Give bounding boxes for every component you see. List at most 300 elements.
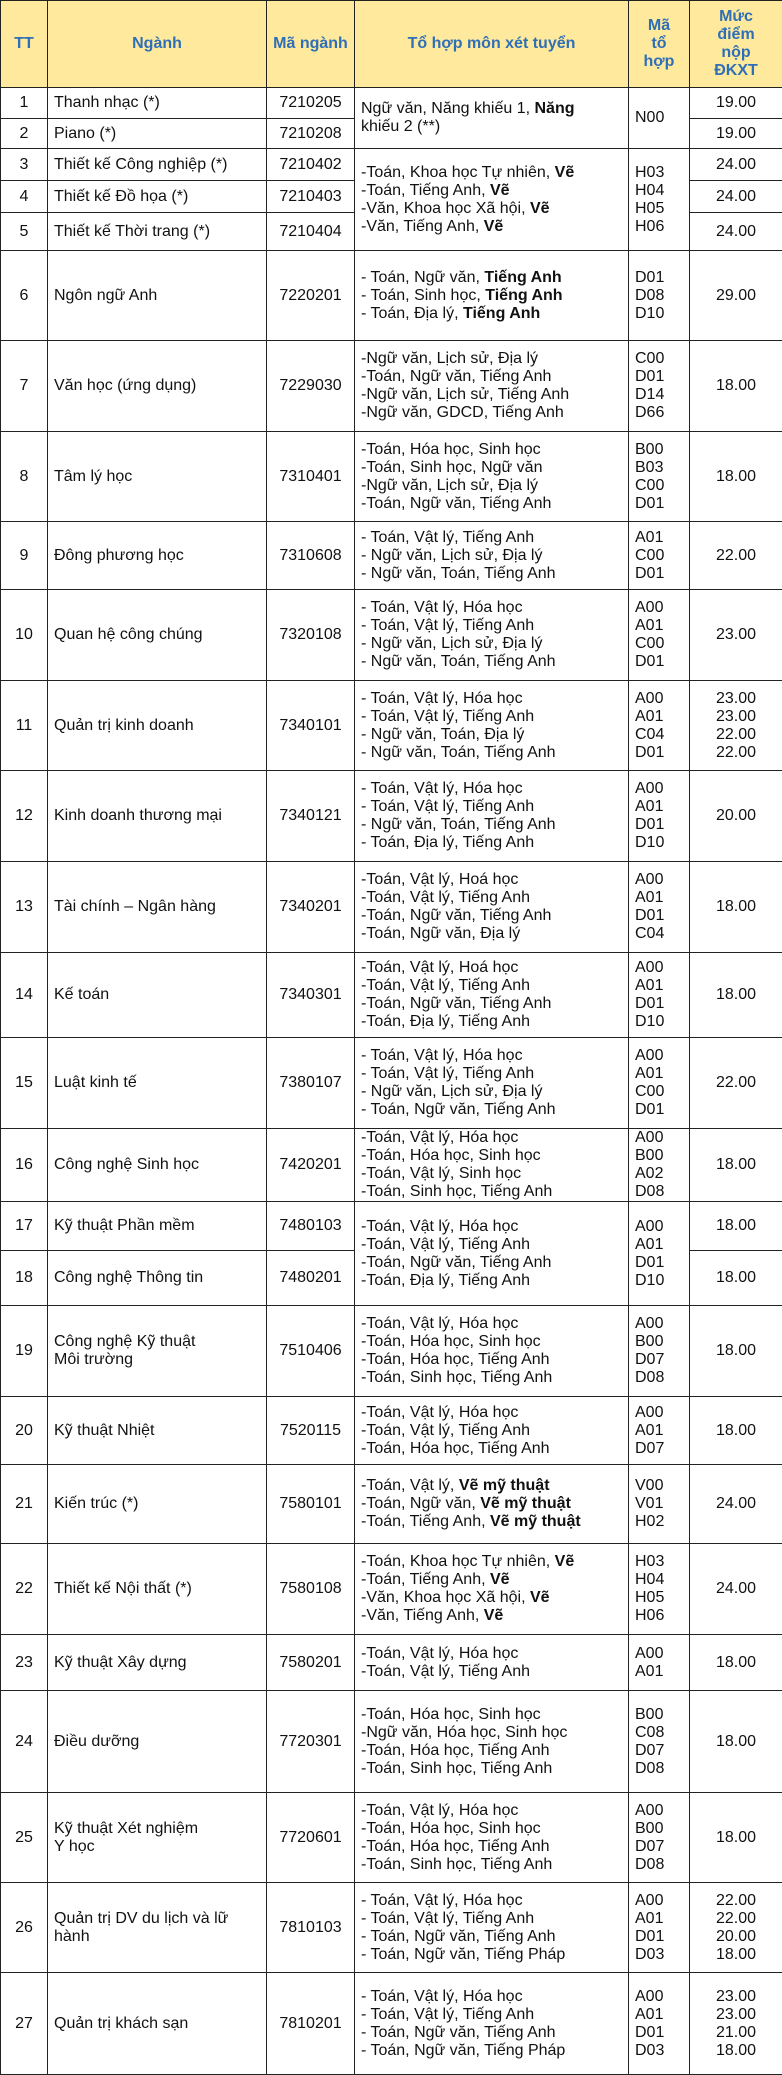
subject-combination: - Toán, Vật lý, Hóa học bbox=[361, 1047, 622, 1065]
combination-code: D01 bbox=[635, 2024, 683, 2042]
min-score-value: 23.00 bbox=[696, 1988, 776, 2006]
min-score: 19.00 bbox=[690, 119, 782, 149]
major-code: 7380107 bbox=[267, 1038, 355, 1129]
combination-code: D01 bbox=[635, 1928, 683, 1946]
combination-code: A01 bbox=[635, 977, 683, 995]
major-name: Thiết kế Nội thất (*) bbox=[48, 1544, 267, 1635]
major-name: Công nghệ Sinh học bbox=[48, 1129, 267, 1202]
subject-combination: - Toán, Ngữ văn, Tiếng Anh bbox=[361, 1101, 622, 1119]
combination-code: B00 bbox=[635, 441, 683, 459]
subject-combination: - Toán, Ngữ văn, Tiếng Pháp bbox=[361, 2042, 622, 2060]
subject-combination-part: -Văn, Khoa học Xã hội, bbox=[361, 200, 530, 217]
combination-code: D01 bbox=[635, 907, 683, 925]
row-number: 25 bbox=[1, 1793, 48, 1883]
header-to-hop: Tổ hợp môn xét tuyển bbox=[355, 1, 629, 88]
min-score: 23.00 bbox=[690, 590, 782, 681]
subject-combination: -Toán, Sinh học, Tiếng Anh bbox=[361, 1369, 622, 1387]
table-row bbox=[1, 522, 782, 590]
min-score: 18.00 bbox=[690, 1793, 782, 1883]
subject-combination bbox=[361, 100, 622, 118]
min-score-value: 18.00 bbox=[696, 2042, 776, 2060]
subject-combination: - Toán, Vật lý, Tiếng Anh bbox=[361, 2006, 622, 2024]
subject-combination-part: -Toán, Ngữ văn, bbox=[361, 1495, 480, 1512]
subject-combinations bbox=[355, 771, 629, 862]
subject-combination: - Ngữ văn, Lịch sử, Địa lý bbox=[361, 1083, 622, 1101]
subject-combination-part: Tiếng Anh bbox=[485, 287, 562, 304]
subject-combination bbox=[361, 287, 622, 305]
combination-code: A00 bbox=[635, 1645, 683, 1663]
major-name: Văn học (ứng dụng) bbox=[48, 341, 267, 432]
major-code: 7310401 bbox=[267, 432, 355, 522]
subject-combination: -Toán, Ngữ văn, Tiếng Anh bbox=[361, 1254, 622, 1272]
major-code: 7580201 bbox=[267, 1635, 355, 1691]
subject-combination-part: Vẽ bbox=[530, 1589, 550, 1606]
combination-code: A01 bbox=[635, 617, 683, 635]
combination-code: A01 bbox=[635, 529, 683, 547]
major-code: 7220201 bbox=[267, 251, 355, 341]
min-score: 24.00 bbox=[690, 181, 782, 213]
major-code: 7210404 bbox=[267, 213, 355, 251]
table-row bbox=[1, 1544, 782, 1635]
subject-combination: - Toán, Ngữ văn, Tiếng Anh bbox=[361, 1928, 622, 1946]
subject-combinations bbox=[355, 1465, 629, 1544]
header-ma-nganh: Mã ngành bbox=[267, 1, 355, 88]
major-name: Thiết kế Đồ họa (*) bbox=[48, 181, 267, 213]
combination-codes bbox=[629, 862, 690, 953]
min-score: 24.00 bbox=[690, 1465, 782, 1544]
subject-combination-part: - Toán, Ngữ văn, bbox=[361, 269, 484, 286]
major-code: 7580108 bbox=[267, 1544, 355, 1635]
subject-combination-part: -Toán, Vật lý, bbox=[361, 1477, 459, 1494]
subject-combination: - Ngữ văn, Toán, Tiếng Anh bbox=[361, 653, 622, 671]
min-score: 18.00 bbox=[690, 341, 782, 432]
combination-code: D10 bbox=[635, 305, 683, 323]
combination-code: H06 bbox=[635, 1607, 683, 1625]
table-row bbox=[1, 1883, 782, 1973]
min-score: 18.00 bbox=[690, 1397, 782, 1465]
table-body bbox=[1, 88, 782, 2075]
subject-combination-part: khiếu 2 bbox=[361, 118, 413, 135]
combination-code: A00 bbox=[635, 1988, 683, 2006]
combination-code: D07 bbox=[635, 1838, 683, 1856]
combination-codes bbox=[629, 1635, 690, 1691]
subject-combinations bbox=[355, 522, 629, 590]
subject-combination: - Toán, Ngữ văn, Tiếng Anh bbox=[361, 2024, 622, 2042]
min-score-value: 23.00 bbox=[696, 708, 776, 726]
combination-code: H05 bbox=[635, 200, 683, 218]
major-code: 7310608 bbox=[267, 522, 355, 590]
subject-combinations bbox=[355, 1397, 629, 1465]
major-code: 7340121 bbox=[267, 771, 355, 862]
min-score-value: 18.00 bbox=[696, 1946, 776, 1964]
subject-combination: -Toán, Ngữ văn, Địa lý bbox=[361, 925, 622, 943]
subject-combination-part: - Toán, Địa lý, bbox=[361, 305, 463, 322]
subject-combination: -Toán, Vật lý, Tiếng Anh bbox=[361, 1422, 622, 1440]
combination-code: D01 bbox=[635, 1101, 683, 1119]
combination-code: D08 bbox=[635, 287, 683, 305]
min-score: 22.00 bbox=[690, 522, 782, 590]
subject-combination: - Ngữ văn, Toán, Tiếng Anh bbox=[361, 744, 622, 762]
subject-combination bbox=[361, 1607, 622, 1625]
combination-code: D08 bbox=[635, 1760, 683, 1778]
major-name: Kiến trúc (*) bbox=[48, 1465, 267, 1544]
subject-combination-part: -Văn, Khoa học Xã hội, bbox=[361, 1589, 530, 1606]
combination-code: D03 bbox=[635, 2042, 683, 2060]
subject-combinations bbox=[355, 1691, 629, 1793]
subject-combination-part: Năng bbox=[534, 100, 574, 117]
major-code: 7720301 bbox=[267, 1691, 355, 1793]
row-number: 13 bbox=[1, 862, 48, 953]
row-number: 17 bbox=[1, 1202, 48, 1251]
table-row bbox=[1, 1635, 782, 1691]
header-muc-diem-line: điểm bbox=[696, 26, 776, 44]
combination-code: H03 bbox=[635, 164, 683, 182]
subject-combination: -Ngữ văn, GDCD, Tiếng Anh bbox=[361, 404, 622, 422]
major-code: 7340201 bbox=[267, 862, 355, 953]
major-name bbox=[48, 1883, 267, 1973]
combination-codes bbox=[629, 1793, 690, 1883]
table-row bbox=[1, 88, 782, 119]
combination-code: C00 bbox=[635, 547, 683, 565]
table-row bbox=[1, 1973, 782, 2075]
combination-code: A01 bbox=[635, 798, 683, 816]
subject-combination-part: -Văn, Tiếng Anh, bbox=[361, 218, 484, 235]
subject-combination: - Toán, Vật lý, Hóa học bbox=[361, 1892, 622, 1910]
subject-combination: -Toán, Vật lý, Tiếng Anh bbox=[361, 1236, 622, 1254]
major-name: Kinh doanh thương mại bbox=[48, 771, 267, 862]
combination-code: C08 bbox=[635, 1724, 683, 1742]
combination-code: D66 bbox=[635, 404, 683, 422]
major-code: 7210403 bbox=[267, 181, 355, 213]
combination-code: C04 bbox=[635, 726, 683, 744]
table-row bbox=[1, 341, 782, 432]
subject-combination bbox=[361, 118, 622, 136]
table-row bbox=[1, 681, 782, 771]
row-number: 15 bbox=[1, 1038, 48, 1129]
combination-codes bbox=[629, 149, 690, 251]
subject-combinations bbox=[355, 590, 629, 681]
subject-combination-part: Tiếng Anh bbox=[484, 269, 561, 286]
subject-combination: -Toán, Hóa học, Tiếng Anh bbox=[361, 1440, 622, 1458]
subject-combinations bbox=[355, 1973, 629, 2075]
subject-combination: -Toán, Vật lý, Hoá học bbox=[361, 959, 622, 977]
major-name-text: Công nghệ Kỹ thuật Môi trường bbox=[54, 1333, 195, 1368]
combination-code: A01 bbox=[635, 708, 683, 726]
major-name: Ngôn ngữ Anh bbox=[48, 251, 267, 341]
combination-code: B00 bbox=[635, 1147, 683, 1165]
combination-codes bbox=[629, 1691, 690, 1793]
combination-code: A01 bbox=[635, 1422, 683, 1440]
combination-codes bbox=[629, 1202, 690, 1306]
subject-combination: -Ngữ văn, Lịch sử, Địa lý bbox=[361, 350, 622, 368]
combination-code: D01 bbox=[635, 368, 683, 386]
table-row bbox=[1, 1793, 782, 1883]
major-code: 7480103 bbox=[267, 1202, 355, 1251]
subject-combinations bbox=[355, 341, 629, 432]
header-muc-diem-line: Mức bbox=[696, 8, 776, 26]
combination-code: B00 bbox=[635, 1706, 683, 1724]
subject-combinations bbox=[355, 1883, 629, 1973]
combination-code: H06 bbox=[635, 218, 683, 236]
subject-combinations bbox=[355, 953, 629, 1038]
combination-code: A00 bbox=[635, 1315, 683, 1333]
major-name: Đông phương học bbox=[48, 522, 267, 590]
major-name-text: Quản trị DV du lịch và lữ hành bbox=[54, 1910, 228, 1945]
subject-combination-part: Vẽ bbox=[490, 182, 510, 199]
table-row bbox=[1, 771, 782, 862]
subject-combination: - Toán, Địa lý, Tiếng Anh bbox=[361, 834, 622, 852]
table-row bbox=[1, 590, 782, 681]
combination-codes bbox=[629, 1038, 690, 1129]
subject-combination: -Toán, Vật lý, Hóa học bbox=[361, 1404, 622, 1422]
subject-combination-part: -Toán, Khoa học Tự nhiên, bbox=[361, 164, 555, 181]
major-code: 7510406 bbox=[267, 1306, 355, 1397]
table-row bbox=[1, 862, 782, 953]
combination-code: A00 bbox=[635, 690, 683, 708]
row-number: 7 bbox=[1, 341, 48, 432]
subject-combination: -Toán, Sinh học, Tiếng Anh bbox=[361, 1856, 622, 1874]
subject-combination: -Toán, Vật lý, Hóa học bbox=[361, 1645, 622, 1663]
header-muc-diem-line: nộp bbox=[696, 44, 776, 62]
combination-codes bbox=[629, 251, 690, 341]
combination-code: D01 bbox=[635, 995, 683, 1013]
subject-combination: - Ngữ văn, Toán, Tiếng Anh bbox=[361, 565, 622, 583]
combination-code: B00 bbox=[635, 1820, 683, 1838]
major-code: 7520115 bbox=[267, 1397, 355, 1465]
min-score: 18.00 bbox=[690, 1635, 782, 1691]
combination-code: A00 bbox=[635, 1802, 683, 1820]
combination-code: D10 bbox=[635, 1013, 683, 1031]
min-score: 24.00 bbox=[690, 1544, 782, 1635]
subject-combination: - Toán, Vật lý, Tiếng Anh bbox=[361, 529, 622, 547]
combination-code: A01 bbox=[635, 1065, 683, 1083]
major-code: 7340301 bbox=[267, 953, 355, 1038]
min-score: 18.00 bbox=[690, 1691, 782, 1793]
subject-combination-part: -Toán, Tiếng Anh, bbox=[361, 182, 490, 199]
row-number: 9 bbox=[1, 522, 48, 590]
subject-combination: -Toán, Hóa học, Sinh học bbox=[361, 1333, 622, 1351]
min-score: 18.00 bbox=[690, 1129, 782, 1202]
row-number: 22 bbox=[1, 1544, 48, 1635]
combination-code: A00 bbox=[635, 1218, 683, 1236]
combination-code: A00 bbox=[635, 1892, 683, 1910]
row-number: 14 bbox=[1, 953, 48, 1038]
major-name bbox=[48, 1793, 267, 1883]
subject-combination: -Toán, Sinh học, Ngữ văn bbox=[361, 459, 622, 477]
table-row bbox=[1, 953, 782, 1038]
header-nganh: Ngành bbox=[48, 1, 267, 88]
subject-combination-part: -Toán, Tiếng Anh, bbox=[361, 1513, 490, 1530]
major-name: Thiết kế Công nghiệp (*) bbox=[48, 149, 267, 181]
combination-codes bbox=[629, 590, 690, 681]
combination-code: B03 bbox=[635, 459, 683, 477]
combination-code: C00 bbox=[635, 635, 683, 653]
row-number: 23 bbox=[1, 1635, 48, 1691]
combination-code: A01 bbox=[635, 1910, 683, 1928]
subject-combination bbox=[361, 1589, 622, 1607]
major-name: Tài chính – Ngân hàng bbox=[48, 862, 267, 953]
row-number: 24 bbox=[1, 1691, 48, 1793]
combination-code: D07 bbox=[635, 1351, 683, 1369]
combination-code: H05 bbox=[635, 1589, 683, 1607]
combination-code: A00 bbox=[635, 1047, 683, 1065]
subject-combination: - Ngữ văn, Toán, Tiếng Anh bbox=[361, 816, 622, 834]
combination-code: D01 bbox=[635, 269, 683, 287]
combination-code: A01 bbox=[635, 1236, 683, 1254]
major-code: 7210402 bbox=[267, 149, 355, 181]
subject-combination: - Toán, Ngữ văn, Tiếng Pháp bbox=[361, 1946, 622, 1964]
table-row bbox=[1, 149, 782, 181]
subject-combinations bbox=[355, 251, 629, 341]
subject-combination bbox=[361, 164, 622, 182]
subject-combination-part: Tiếng Anh bbox=[463, 305, 540, 322]
subject-combination: -Ngữ văn, Lịch sử, Tiếng Anh bbox=[361, 386, 622, 404]
major-name: Điều dưỡng bbox=[48, 1691, 267, 1793]
major-code: 7480201 bbox=[267, 1251, 355, 1306]
subject-combination: -Toán, Địa lý, Tiếng Anh bbox=[361, 1272, 622, 1290]
min-score bbox=[690, 1883, 782, 1973]
subject-combination-part: Vẽ bbox=[484, 1607, 504, 1624]
table-row bbox=[1, 251, 782, 341]
header-muc-diem bbox=[690, 1, 782, 88]
subject-combination: - Toán, Vật lý, Tiếng Anh bbox=[361, 798, 622, 816]
combination-code: C04 bbox=[635, 925, 683, 943]
combination-codes bbox=[629, 1544, 690, 1635]
subject-combination bbox=[361, 1513, 622, 1531]
major-code: 7720601 bbox=[267, 1793, 355, 1883]
major-name: Thanh nhạc (*) bbox=[48, 88, 267, 119]
major-name: Quản trị kinh doanh bbox=[48, 681, 267, 771]
subject-combinations bbox=[355, 862, 629, 953]
subject-combination: -Toán, Vật lý, Hóa học bbox=[361, 1802, 622, 1820]
row-number: 1 bbox=[1, 88, 48, 119]
header-ma-to-hop bbox=[629, 1, 690, 88]
major-name: Thiết kế Thời trang (*) bbox=[48, 213, 267, 251]
combination-code: D01 bbox=[635, 816, 683, 834]
row-number: 4 bbox=[1, 181, 48, 213]
subject-combination: -Toán, Hóa học, Tiếng Anh bbox=[361, 1742, 622, 1760]
combination-code: D08 bbox=[635, 1183, 683, 1201]
combination-code: H02 bbox=[635, 1513, 683, 1531]
subject-combinations bbox=[355, 149, 629, 251]
row-number: 6 bbox=[1, 251, 48, 341]
combination-code: C00 bbox=[635, 350, 683, 368]
major-name: Piano (*) bbox=[48, 119, 267, 149]
combination-code: D07 bbox=[635, 1440, 683, 1458]
major-code: 7340101 bbox=[267, 681, 355, 771]
row-number: 3 bbox=[1, 149, 48, 181]
subject-combination: - Toán, Vật lý, Hóa học bbox=[361, 1988, 622, 2006]
major-code: 7229030 bbox=[267, 341, 355, 432]
combination-code: D10 bbox=[635, 1272, 683, 1290]
combination-codes bbox=[629, 88, 690, 149]
subject-combination: - Ngữ văn, Toán, Địa lý bbox=[361, 726, 622, 744]
table-row bbox=[1, 1465, 782, 1544]
major-code: 7320108 bbox=[267, 590, 355, 681]
subject-combination-part: Vẽ bbox=[555, 164, 575, 181]
major-name: Kỹ thuật Phần mềm bbox=[48, 1202, 267, 1251]
combination-code: D01 bbox=[635, 1254, 683, 1272]
combination-codes bbox=[629, 1397, 690, 1465]
min-score bbox=[690, 681, 782, 771]
combination-code: N00 bbox=[635, 109, 683, 127]
subject-combination bbox=[361, 218, 622, 236]
subject-combination: -Toán, Hóa học, Sinh học bbox=[361, 1147, 622, 1165]
min-score: 24.00 bbox=[690, 149, 782, 181]
min-score: 18.00 bbox=[690, 862, 782, 953]
subject-combination-part: Vẽ mỹ thuật bbox=[490, 1513, 581, 1530]
min-score: 18.00 bbox=[690, 1306, 782, 1397]
row-number: 11 bbox=[1, 681, 48, 771]
subject-combination: -Toán, Ngữ văn, Tiếng Anh bbox=[361, 495, 622, 513]
subject-combination: -Toán, Vật lý, Tiếng Anh bbox=[361, 977, 622, 995]
combination-code: H04 bbox=[635, 1571, 683, 1589]
subject-combination: -Toán, Hóa học, Sinh học bbox=[361, 441, 622, 459]
combination-code: C00 bbox=[635, 1083, 683, 1101]
subject-combination-part: Vẽ mỹ thuật bbox=[480, 1495, 571, 1512]
combination-code: A01 bbox=[635, 2006, 683, 2024]
min-score-value: 22.00 bbox=[696, 1892, 776, 1910]
combination-codes bbox=[629, 522, 690, 590]
header-row bbox=[1, 1, 782, 88]
min-score-value: 23.00 bbox=[696, 690, 776, 708]
table-row bbox=[1, 1691, 782, 1793]
subject-combination: -Ngữ văn, Hóa học, Sinh học bbox=[361, 1724, 622, 1742]
subject-combination-part: - Toán, Sinh học, bbox=[361, 287, 485, 304]
combination-code: A02 bbox=[635, 1165, 683, 1183]
combination-code: A00 bbox=[635, 959, 683, 977]
combination-code: A00 bbox=[635, 599, 683, 617]
subject-combination-part: Vẽ mỹ thuật bbox=[459, 1477, 550, 1494]
major-name: Quan hệ công chúng bbox=[48, 590, 267, 681]
combination-code: D01 bbox=[635, 744, 683, 762]
major-code: 7210205 bbox=[267, 88, 355, 119]
major-name: Kỹ thuật Xây dựng bbox=[48, 1635, 267, 1691]
row-number: 16 bbox=[1, 1129, 48, 1202]
combination-codes bbox=[629, 341, 690, 432]
combination-code: A00 bbox=[635, 780, 683, 798]
major-name bbox=[48, 1306, 267, 1397]
min-score: 22.00 bbox=[690, 1038, 782, 1129]
combination-codes bbox=[629, 1306, 690, 1397]
min-score: 24.00 bbox=[690, 213, 782, 251]
subject-combinations bbox=[355, 1793, 629, 1883]
table-row bbox=[1, 1129, 782, 1202]
subject-combination: -Toán, Hóa học, Sinh học bbox=[361, 1820, 622, 1838]
subject-combination bbox=[361, 1495, 622, 1513]
min-score: 18.00 bbox=[690, 1251, 782, 1306]
min-score-value: 20.00 bbox=[696, 1928, 776, 1946]
combination-code: H03 bbox=[635, 1553, 683, 1571]
combination-codes bbox=[629, 771, 690, 862]
combination-code: C00 bbox=[635, 477, 683, 495]
combination-codes bbox=[629, 1129, 690, 1202]
min-score-value: 23.00 bbox=[696, 2006, 776, 2024]
min-score: 18.00 bbox=[690, 1202, 782, 1251]
combination-code: A01 bbox=[635, 889, 683, 907]
table-row bbox=[1, 1397, 782, 1465]
subject-combination: -Toán, Sinh học, Tiếng Anh bbox=[361, 1760, 622, 1778]
major-name: Công nghệ Thông tin bbox=[48, 1251, 267, 1306]
subject-combination: -Toán, Hóa học, Tiếng Anh bbox=[361, 1838, 622, 1856]
combination-code: D08 bbox=[635, 1856, 683, 1874]
table-row bbox=[1, 1202, 782, 1251]
subject-combination-part: Vẽ bbox=[555, 1553, 575, 1570]
subject-combinations bbox=[355, 681, 629, 771]
min-score: 20.00 bbox=[690, 771, 782, 862]
subject-combination: -Toán, Ngữ văn, Tiếng Anh bbox=[361, 368, 622, 386]
table-row bbox=[1, 1038, 782, 1129]
